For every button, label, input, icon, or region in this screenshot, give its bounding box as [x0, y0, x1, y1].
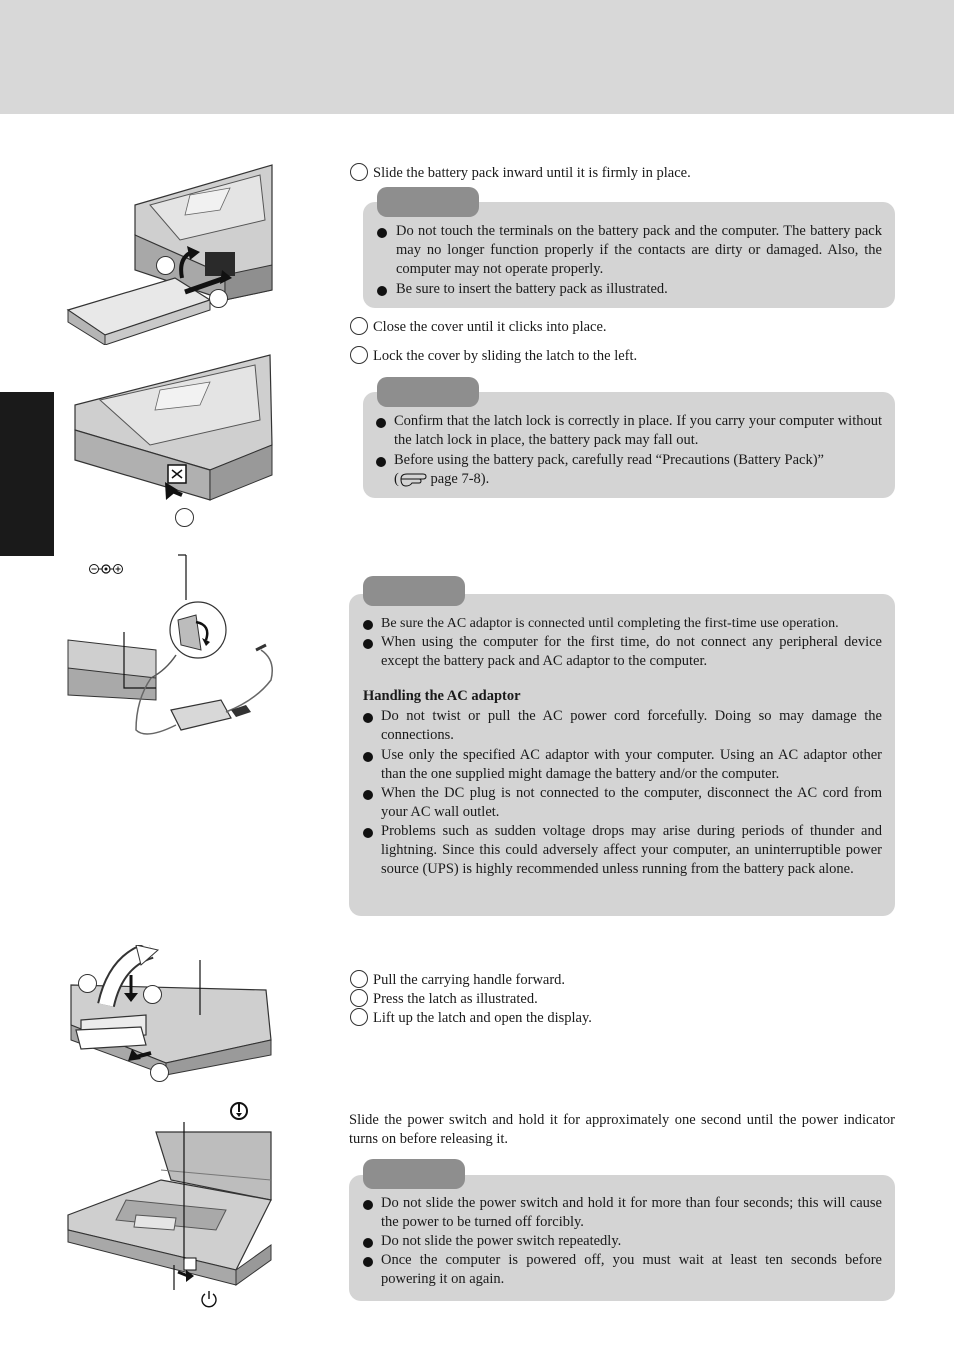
caution-2-item-2 — [394, 451, 882, 489]
power-symbol-icon — [229, 1101, 249, 1121]
step-marker-a — [156, 256, 175, 275]
step-number-marker — [350, 1008, 368, 1026]
caution-1-item-2: Be sure to insert the battery pack as illustrated. — [396, 281, 668, 297]
bullet-dot — [363, 1257, 373, 1267]
step-close-cover — [350, 317, 607, 337]
step-text: Slide the battery pack inward until it is firmly in place. — [373, 165, 691, 181]
step-press-latch — [350, 989, 538, 1009]
step-number-marker — [350, 989, 368, 1007]
power-caution-item-3: Once the computer is powered off, you must wait at least ten seconds before powering it on again. — [381, 1252, 882, 1287]
bullet-dot — [363, 713, 373, 723]
step-text: Pull the carrying handle forward. — [373, 972, 566, 988]
handling-item-3: When the DC plug is not connected to the computer, disconnect the AC cord from your AC wall outlet. — [381, 785, 882, 820]
step-text: Press the latch as illustrated. — [373, 991, 538, 1007]
power-symbol-icon — [200, 1290, 218, 1308]
bullet-dot — [376, 457, 386, 467]
step-text: Lock the cover by sliding the latch to the left. — [373, 348, 638, 364]
step-marker-b — [209, 289, 228, 308]
battery-insert-illustration — [60, 160, 275, 345]
page-reference: page 7-8). — [426, 471, 490, 487]
power-switch-illustration — [66, 1120, 276, 1315]
bullet-dot — [363, 828, 373, 838]
bullet-dot — [363, 1238, 373, 1248]
step-text: Lift up the latch and open the display. — [373, 1010, 592, 1026]
step-number-marker — [350, 163, 368, 181]
step-pull-handle — [350, 970, 565, 990]
bullet-dot — [363, 1200, 373, 1210]
power-instruction: Slide the power switch and hold it for approximately one second until the power indicator turns on before releasing it. — [349, 1112, 895, 1147]
caution-2-item-2-text: Before using the battery pack, carefully read “Precautions (Battery Pack)” — [394, 452, 824, 468]
handling-ac-title: Handling the AC adaptor — [363, 688, 521, 704]
caution-1-item-1: Do not touch the terminals on the battery pack and the computer. The battery pack may no longer function properly if the contacts are dirty or damaged. Also, the computer may not operate properly. — [396, 223, 882, 277]
step-marker-c — [175, 508, 194, 527]
step-number-marker — [350, 317, 368, 335]
bullet-dot — [377, 228, 387, 238]
open-display-illustration — [66, 945, 276, 1075]
power-caution-item-1: Do not slide the power switch and hold it for more than four seconds; this will cause the power to be turned off forcibly. — [381, 1195, 882, 1230]
step-lift-latch — [350, 1008, 592, 1028]
caution-tab-ac — [363, 576, 465, 606]
header-band — [0, 0, 954, 114]
step-number-marker — [350, 970, 368, 988]
bullet-dot — [363, 620, 373, 630]
handling-item-1: Do not twist or pull the AC power cord forcefully. Doing so may damage the connections. — [381, 708, 882, 743]
paren-open: ( — [394, 471, 399, 487]
step-marker-e — [143, 985, 162, 1004]
bullet-dot — [363, 752, 373, 762]
step-lock-cover — [350, 346, 637, 366]
ac-caution-item-1: Be sure the AC adaptor is connected until completing the first-time use operation. — [381, 616, 839, 631]
pointing-hand-icon — [399, 471, 427, 487]
step-insert-battery — [350, 163, 691, 183]
section-tab — [0, 392, 54, 556]
caution-2-item-1: Confirm that the latch lock is correctly in place. If you carry your computer without the latch lock in place, the battery pack may fall out. — [394, 413, 882, 448]
handling-item-4: Problems such as sudden voltage drops may arise during periods of thunder and lightning. Since this could adversely affect your computer, an uninterruptible power source (UPS) is highly recommended unless running from the battery pack alone. — [381, 823, 882, 877]
bullet-dot — [363, 790, 373, 800]
bullet-dot — [377, 286, 387, 296]
step-text: Close the cover until it clicks into place. — [373, 319, 607, 335]
bullet-dot — [363, 639, 373, 649]
step-number-marker — [350, 346, 368, 364]
handling-item-2: Use only the specified AC adaptor with your computer. Using an AC adaptor other than the one supplied might damage the battery and/or the computer. — [381, 747, 882, 782]
ac-adaptor-illustration — [66, 550, 276, 745]
bullet-dot — [376, 418, 386, 428]
caution-tab-2 — [377, 377, 479, 407]
step-marker-d — [78, 974, 97, 993]
step-marker-f — [150, 1063, 169, 1082]
caution-tab-power — [363, 1159, 465, 1189]
ac-caution-item-2: When using the computer for the first time, do not connect any peripheral device except the battery pack and AC adaptor to the computer. — [381, 634, 882, 669]
battery-cover-illustration — [70, 350, 275, 510]
power-caution-item-2: Do not slide the power switch repeatedly. — [381, 1233, 622, 1249]
caution-tab-1 — [377, 187, 479, 217]
